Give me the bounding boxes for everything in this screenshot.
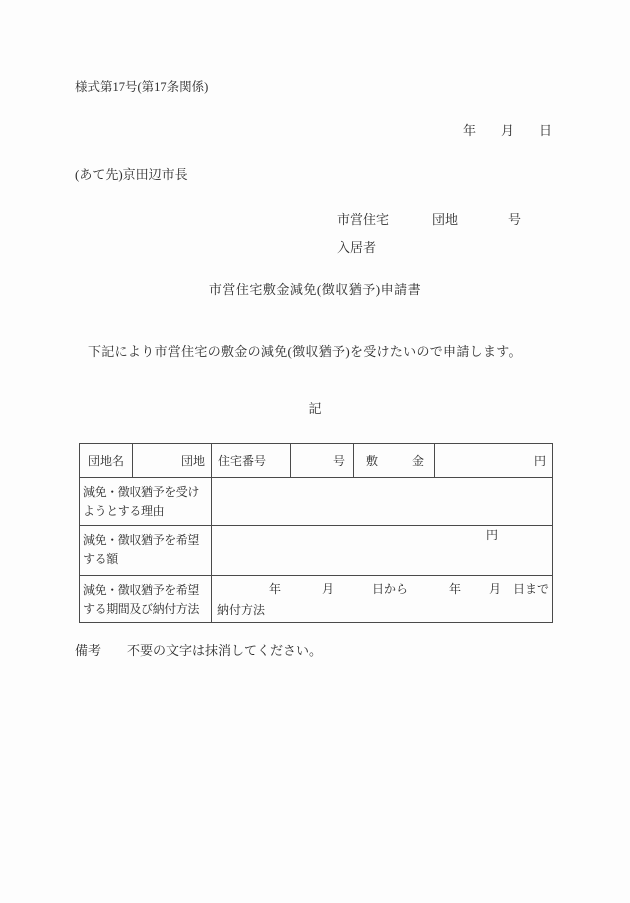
period-to-year-label: 年 — [449, 582, 462, 596]
deposit-yen-unit-cell: 円 — [435, 444, 553, 478]
form-number: 様式第17号(第17条関係) — [75, 80, 209, 94]
deposit-label-left: 敷 — [366, 454, 379, 468]
application-statement: 下記により市営住宅の敷金の減免(徴収猶予)を受けたいので申請します。 — [88, 344, 522, 359]
reason-input-cell — [212, 478, 553, 526]
date-line — [463, 120, 552, 139]
document-title: 市営住宅敷金減免(徴収猶予)申請書 — [208, 282, 422, 297]
section-heading-ki: 記 — [308, 401, 322, 416]
period-input-cell — [212, 576, 553, 623]
period-row — [80, 576, 553, 623]
period-to-day-label: 日まで — [512, 582, 549, 596]
remarks-text: 不要の文字は抹消してください。 — [127, 643, 323, 658]
deposit-header — [354, 444, 435, 478]
addressee-line: (あて先)京田辺市長 — [75, 167, 188, 182]
danchi-suffix-label: 団地 — [432, 212, 459, 227]
application-table — [79, 443, 553, 623]
danchi-name-header: 団地名 — [80, 444, 133, 478]
go-unit-cell: 号 — [291, 444, 354, 478]
period-from-month-label: 月 — [322, 582, 335, 596]
amount-input-cell: 円 — [212, 526, 553, 576]
payment-method-label: 納付方法 — [217, 603, 266, 617]
house-number-header: 住宅番号 — [212, 444, 291, 478]
housing-line — [337, 209, 521, 228]
amount-label: 減免・徴収猶予を希望する額 — [80, 526, 212, 576]
date-year-label: 年 — [463, 123, 477, 138]
table-header-row — [80, 444, 553, 478]
period-to-month-label: 月 — [489, 582, 502, 596]
period-label: 減免・徴収猶予を希望する期間及び納付方法 — [80, 576, 212, 623]
remarks-line — [75, 640, 322, 659]
resident-label: 入居者 — [337, 240, 377, 255]
date-day-label: 日 — [539, 123, 553, 138]
remarks-label: 備考 — [75, 643, 102, 658]
deposit-label-right: 金 — [411, 454, 424, 468]
date-month-label: 月 — [501, 123, 515, 138]
reason-label: 減免・徴収猶予を受けようとする理由 — [80, 478, 212, 526]
period-from-day-label: 日から — [372, 582, 409, 596]
danchi-unit-cell: 団地 — [133, 444, 212, 478]
municipal-housing-label: 市営住宅 — [337, 212, 390, 227]
period-from-year-label: 年 — [269, 582, 282, 596]
amount-row — [80, 526, 553, 576]
go-suffix-label: 号 — [508, 212, 522, 227]
reason-row — [80, 478, 553, 526]
